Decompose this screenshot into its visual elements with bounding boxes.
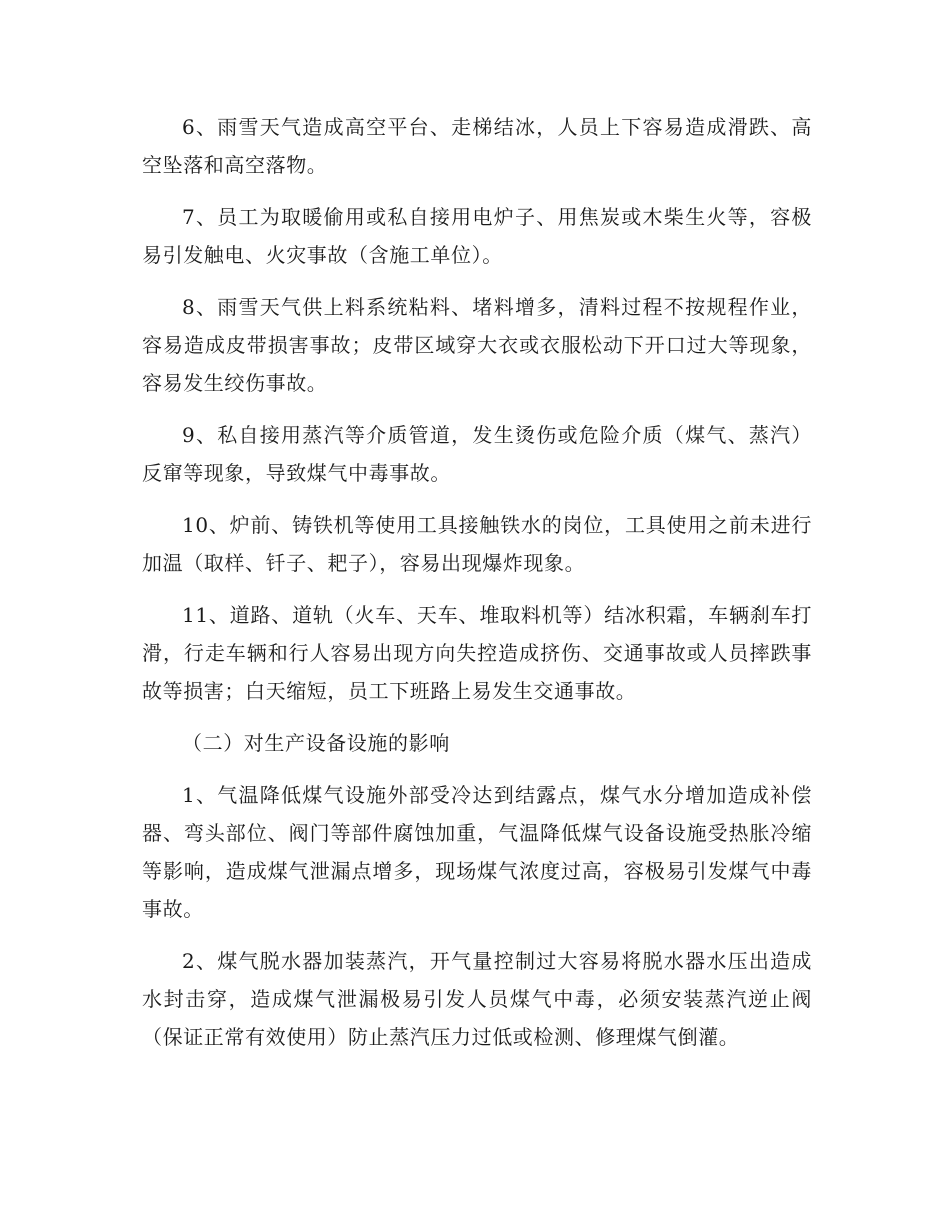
section-paragraph-item-2: 2、煤气脱水器加装蒸汽，开气量控制过大容易将脱水器水压出造成水封击穿，造成煤气泄漏极易引发人员煤气中毒，必须安装蒸汽逆止阀（保证正常有效使用）防止蒸汽压力过低或检测、修理煤气倒灌。 <box>142 949 812 1049</box>
paragraph-item-6: 6、雨雪天气造成高空平台、走梯结冰，人员上下容易造成滑跌、高空坠落和高空落物。 <box>142 115 812 177</box>
paragraph-item-9: 9、私自接用蒸汽等介质管道，发生烫伤或危险介质（煤气、蒸汽）反窜等现象，导致煤气中毒事故。 <box>142 423 812 485</box>
paragraph-item-11: 11、道路、道轨（火车、天车、堆取料机等）结冰积霜，车辆刹车打滑，行走车辆和行人容易出现方向失控造成挤伤、交通事故或人员摔跌事故等损害；白天缩短，员工下班路上易发生交通事故。 <box>142 603 812 703</box>
section-heading: （二）对生产设备设施的影响 <box>182 731 450 755</box>
paragraph-item-10: 10、炉前、铸铁机等使用工具接触铁水的岗位，工具使用之前未进行加温（取样、钎子、耙子），容易出现爆炸现象。 <box>142 513 812 575</box>
paragraph-item-7: 7、员工为取暖偷用或私自接用电炉子、用焦炭或木柴生火等，容极易引发触电、火灾事故（含施工单位）。 <box>142 205 812 267</box>
document-body <box>142 108 812 1070</box>
section-paragraph-item-1: 1、气温降低煤气设施外部受冷达到结露点，煤气水分增加造成补偿器、弯头部位、阀门等部件腐蚀加重，气温降低煤气设备设施受热胀冷缩等影响，造成煤气泄漏点增多，现场煤气浓度过高，容极易引发煤气中毒事故。 <box>142 783 812 921</box>
paragraph-item-8: 8、雨雪天气供上料系统粘料、堵料增多，清料过程不按规程作业，容易造成皮带损害事故；皮带区域穿大衣或衣服松动下开口过大等现象，容易发生绞伤事故。 <box>142 295 812 395</box>
